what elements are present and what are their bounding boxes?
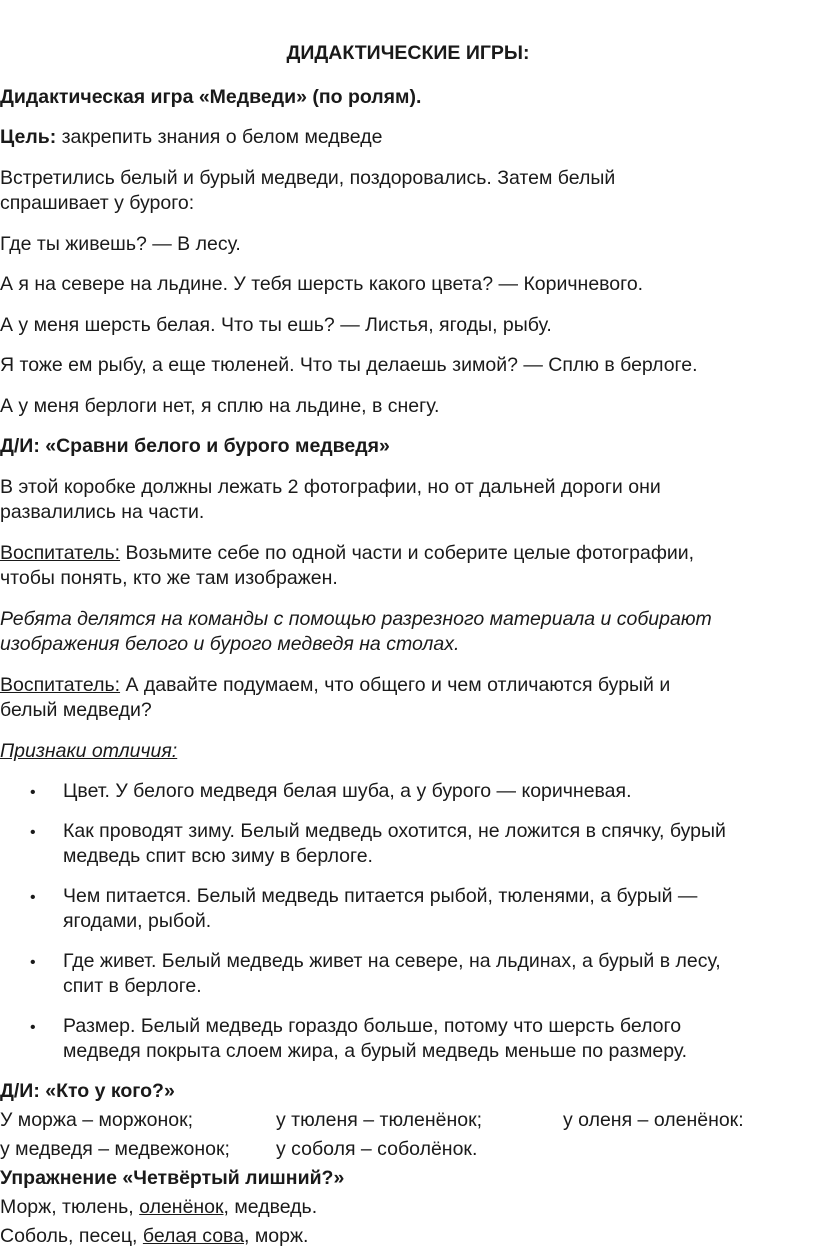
game3-row1-col2: у тюленя – тюленёнок; [276,1109,483,1131]
goal-label: Цель: [0,126,57,148]
list-item-2-line1: Как проводят зиму. Белый медведь охотится, не ложится в спячку, бурый [63,820,726,842]
game1-heading: Дидактическая игра «Медведи» (по ролям). [0,86,422,108]
goal-text: закрепить знания о белом медведе [56,126,383,148]
game4-line1-start: Морж, тюлень, [0,1196,140,1218]
list-item-1: Цвет. У белого медведя белая шуба, а у бурого — коричневая. [63,780,632,802]
list-item-2-line2: медведь спит всю зиму в берлоге. [63,845,373,867]
game3-heading: Д/И: «Кто у кого?» [0,1080,175,1102]
list-item-3-line1: Чем питается. Белый медведь питается рыбой, тюленями, а бурый — [63,885,698,907]
dialogue-line-1: Где ты живешь? — В лесу. [0,233,241,255]
game4-line1 [0,1195,317,1220]
game2-para2-line2: чтобы понять, кто же там изображен. [0,567,338,589]
game3-row1-col1: У моржа – моржонок; [0,1109,194,1131]
dialogue-line-2: А я на севере на льдине. У тебя шерсть какого цвета? — Коричневого. [0,273,644,295]
odd-one-out-1: оленёнок, [139,1196,229,1218]
bullet-marker: • [30,824,36,841]
game1-intro-line2: спрашивает у бурого: [0,192,195,214]
list-item-4-line1: Где живет. Белый медведь живет на севере, на льдинах, а бурый в лесу, [63,950,721,972]
game2-para1-line1: В этой коробке должны лежать 2 фотографии, но от дальней дороги они [0,476,661,498]
game4-line2-end: морж. [249,1225,309,1247]
list-item-3-line2: ягодами, рыбой. [63,910,212,932]
game1-intro-line1: Встретились белый и бурый медведи, поздоровались. Затем белый [0,167,616,189]
dialogue-line-5: А у меня берлоги нет, я сплю на льдине, в снегу. [0,395,440,417]
game2-para4-text: А давайте подумаем, что общего и чем отличаются бурый и [120,674,671,696]
dialogue-line-4: Я тоже ем рыбу, а еще тюленей. Что ты делаешь зимой? — Сплю в берлоге. [0,354,698,376]
bullet-marker: • [30,1019,36,1036]
game2-para3-line1: Ребята делятся на команды с помощью разрезного материала и собирают [0,608,712,630]
game3-row2-col2: у соболя – соболёнок. [276,1138,478,1160]
bullet-marker: • [30,784,36,801]
game1-goal [0,125,382,150]
game3-row2-col1: у медведя – медвежонок; [0,1138,230,1160]
game2-para4-line2: белый медведи? [0,699,152,721]
game4-line2-start: Соболь, песец, [0,1225,143,1247]
game4-heading: Упражнение «Четвёртый лишний?» [0,1167,345,1189]
list-item-5-line1: Размер. Белый медведь гораздо больше, потому что шерсть белого [63,1015,682,1037]
game2-heading: Д/И: «Сравни белого и бурого медведя» [0,435,390,457]
game2-para2-line1 [0,541,694,566]
dialogue-line-3: А у меня шерсть белая. Что ты ешь? — Листья, ягоды, рыбу. [0,314,552,336]
teacher-label: Воспитатель: [0,542,121,564]
list-item-4-line2: спит в берлоге. [63,975,202,997]
game2-para4-line1 [0,673,670,698]
odd-one-out-2: белая сова, [142,1225,250,1247]
game3-row1-col3: у оленя – оленёнок: [563,1109,744,1131]
game4-line1-end: медведь. [228,1196,318,1218]
bullet-marker: • [30,889,36,906]
game2-para3-line2: изображения белого и бурого медведя на столах. [0,633,460,655]
page-title: ДИДАКТИЧЕСКИЕ ИГРЫ: [286,42,530,64]
signs-label: Признаки отличия: [0,740,178,762]
bullet-marker: • [30,954,36,971]
game2-para2-text: Возьмите себе по одной части и соберите целые фотографии, [120,542,695,564]
game4-line2 [0,1224,308,1249]
teacher-label-2: Воспитатель: [0,674,121,696]
game2-para1-line2: развалились на части. [0,501,205,523]
list-item-5-line2: медведя покрыта слоем жира, а бурый медведь меньше по размеру. [63,1040,688,1062]
